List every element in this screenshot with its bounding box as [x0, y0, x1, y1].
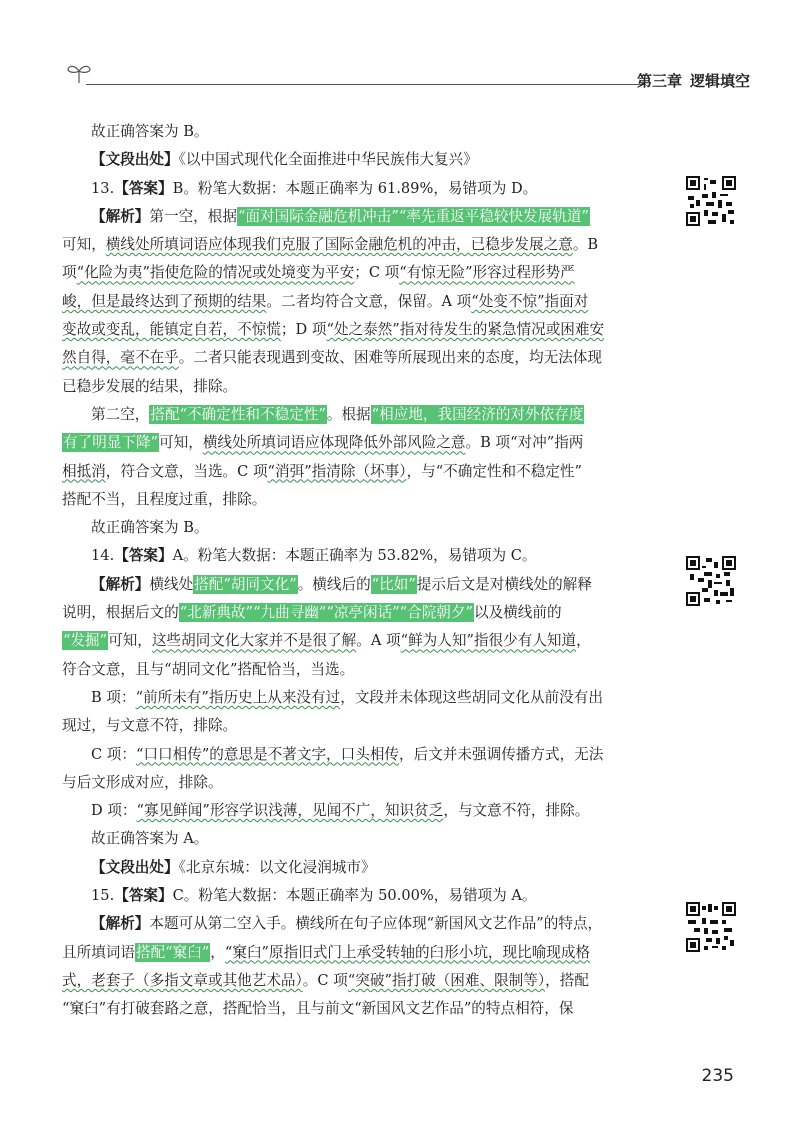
analysis-line: 【解析】横线处搭配“胡同文化”。横线后的“比如”提示后文是对横线处的解释 — [91, 575, 592, 593]
analysis-line: B 项：“前所未有”指历史上从来没有过，文段并未体现这些胡同文化从前没有出 — [91, 688, 603, 706]
chapter-label: 第三章 — [636, 72, 682, 90]
analysis-line: 【解析】本题可从第二空入手。横线所在句子应体现“新国风文艺作品”的特点， — [91, 915, 603, 933]
analysis-line: “发掘”可知，这些胡同文化大家并不是很了解。A 项“鲜为人知”指很少有人知道， — [63, 632, 591, 650]
analysis-line: 已稳步发展的结果，排除。 — [62, 377, 238, 395]
page-body — [62, 118, 662, 1024]
analysis-line: 符合文意，且与“胡同文化”搭配恰当，当选。 — [62, 660, 355, 678]
answer-line: 故正确答案为 B。 — [91, 123, 209, 140]
answer-tag: 【答案】 — [114, 179, 173, 197]
analysis-line: 说明，根据后文的“北新典故”“九曲寻幽”“凉亭闲话”“合院朝夕”以及横线前的 — [62, 604, 562, 622]
sprout-icon — [66, 62, 92, 84]
analysis-line: 可知，横线处所填词语应体现我们克服了国际金融危机的冲击，已稳步发展之意。B — [62, 236, 599, 254]
answer-tag: 【答案】 — [114, 547, 173, 565]
analysis-line: 项“化险为夷”指使危险的情况或处境变为平安；C 项“有惊无险”形容过程形势严 — [62, 264, 575, 282]
highlight: “北新典故”“九曲寻幽”“凉亭闲话”“合院朝夕” — [179, 604, 473, 622]
qr-code-icon[interactable] — [686, 176, 736, 226]
analysis-line: D 项：“寡见鲜闻”形容学识浅薄，见闻不广，知识贫乏，与文意不符，排除。 — [91, 802, 590, 820]
highlight: 有了明显下降” — [63, 434, 159, 452]
question-15-answer: 15.【答案】C。粉笔大数据：本题正确率为 50.00%，易错项为 A。 — [91, 887, 537, 905]
analysis-tag: 【解析】 — [91, 915, 150, 933]
page-header — [60, 62, 750, 98]
source-tag: 【文段出处】 — [91, 151, 179, 169]
highlight: “发掘” — [63, 632, 108, 650]
answer-tag: 【答案】 — [114, 887, 173, 905]
analysis-line: 然自得，毫不在乎。二者只能表现遇到变故、困难等所展现出来的态度，均无法体现 — [62, 349, 602, 367]
analysis-line: 现过，与文意不符，排除。 — [62, 717, 238, 735]
answer-line: 故正确答案为 B。 — [91, 519, 209, 537]
analysis-line: 第二空，搭配“不确定性和不稳定性”。根据“相应地，我国经济的对外依存度 — [91, 405, 584, 423]
highlight: “面对国际金融危机冲击”“率先重返平稳较快发展轨道” — [237, 207, 589, 225]
highlight: 搭配“窠臼” — [135, 943, 210, 961]
analysis-line: 峻，但是最终达到了预期的结果。二者均符合文意，保留。A 项“处变不惊”指面对 — [62, 292, 589, 310]
analysis-line: 且所填词语搭配“窠臼”，“窠臼”原指旧式门上承受转轴的臼形小坑，现比喻现成格 — [62, 943, 591, 961]
highlight: “相应地，我国经济的对外依存度 — [371, 405, 584, 423]
analysis-line: “窠臼”有打破套路之意，搭配恰当，且与前文“新国风文艺作品”的特点相符，保 — [62, 1000, 574, 1018]
analysis-line: 有了明显下降”可知，横线处所填词语应体现降低外部风险之意。B 项“对冲”指两 — [63, 434, 584, 452]
qr-code-icon[interactable] — [686, 556, 736, 606]
analysis-line: 式，老套子（多指文章或其他艺术品）。C 项“突破”指打破（困难、限制等），搭配 — [62, 971, 589, 989]
analysis-line: 搭配不当，且程度过重，排除。 — [62, 490, 267, 508]
analysis-tag: 【解析】 — [91, 575, 150, 593]
analysis-line: 变故或变乱，能镇定自若，不惊慌；D 项“处之泰然”指对待发生的紧急情况或困难安 — [62, 321, 605, 339]
analysis-tag: 【解析】 — [91, 207, 150, 225]
question-13-answer: 13.【答案】B。粉笔大数据：本题正确率为 61.89%，易错项为 D。 — [91, 179, 538, 197]
question-14-answer: 14.【答案】A。粉笔大数据：本题正确率为 53.82%，易错项为 C。 — [91, 547, 537, 565]
highlight: “比如” — [371, 575, 416, 593]
highlight: 搭配“胡同文化” — [194, 575, 297, 593]
answer-line: 故正确答案为 A。 — [91, 830, 209, 848]
section-label: 逻辑填空 — [689, 72, 750, 90]
highlight: 搭配“不确定性和不稳定性” — [150, 405, 326, 423]
qr-code-icon[interactable] — [686, 902, 736, 952]
analysis-line: 【解析】第一空，根据“面对国际金融危机冲击”“率先重返平稳较快发展轨道” — [91, 207, 589, 225]
source-line: 【文段出处】《北京东城：以文化浸润城市》 — [91, 858, 376, 876]
analysis-line: C 项：“口口相传”的意思是不著文字，口头相传，后文并未强调传播方式，无法 — [91, 745, 604, 763]
page-number: 235 — [701, 1066, 734, 1086]
header-rule — [86, 84, 646, 85]
analysis-line: 相抵消，符合文意，当选。C 项“消弭”指清除（坏事），与“不确定性和不稳定性” — [62, 462, 582, 480]
source-line: 【文段出处】《以中国式现代化全面推进中华民族伟大复兴》 — [91, 151, 478, 169]
source-tag: 【文段出处】 — [91, 858, 179, 876]
analysis-line: 与后文形成对应，排除。 — [62, 773, 223, 791]
